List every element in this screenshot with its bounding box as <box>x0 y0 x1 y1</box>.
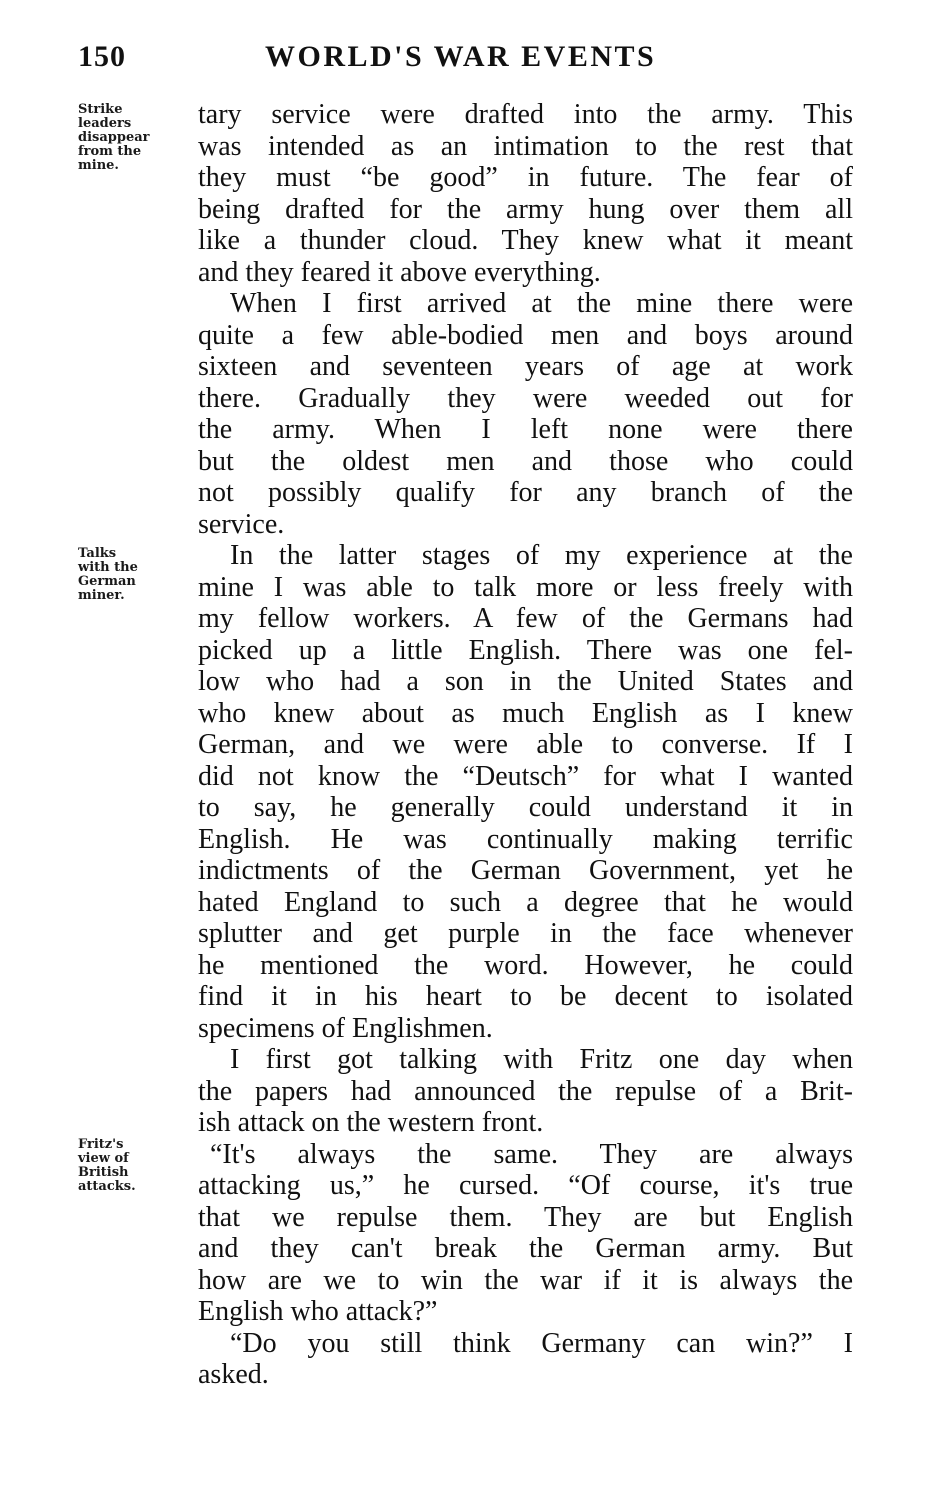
text-line: asked. <box>198 1359 269 1390</box>
text-line: picked up a little English. There was one fel- <box>198 634 853 666</box>
sidenote-line: Talks <box>78 546 117 561</box>
text-line: splutter and get purple in the face whenever <box>198 918 853 949</box>
text-line: sixteen and seventeen years of age at work <box>198 351 853 382</box>
running-title: WORLD'S WAR EVENTS <box>265 40 657 73</box>
sidenote-line: Strike <box>78 102 123 117</box>
sidenote-line: mine. <box>78 158 119 173</box>
paragraph <box>198 1044 853 1139</box>
sidenote-fritz-view <box>78 1138 188 1194</box>
text-line: my fellow workers. A few of the Germans had <box>198 603 853 634</box>
sidenote-line: view of <box>78 1151 129 1166</box>
text-line: service. <box>198 508 285 540</box>
page-number: 150 <box>78 40 126 73</box>
text-line: there. Gradually they were weeded out for <box>198 382 853 414</box>
text-line: the army. When I left none were there <box>198 414 853 445</box>
sidenote-line: miner. <box>78 588 125 603</box>
text-line: and they can't break the German army. But <box>198 1233 853 1264</box>
text-line: hated England to such a degree that he would <box>198 886 853 918</box>
text-line: how are we to win the war if it is always the <box>198 1264 853 1296</box>
text-line: When I first arrived at the mine there were <box>230 288 853 319</box>
sidenote-strike-leaders <box>78 103 188 173</box>
text-line: “Do you still think Germany can win?” I <box>230 1327 853 1359</box>
text-line: low who had a son in the United States and <box>198 666 853 697</box>
sidenote-line: British <box>78 1165 129 1180</box>
sidenote-line: from the <box>78 144 142 159</box>
text-line: find it in his heart to be decent to isolated <box>198 981 853 1012</box>
body-text <box>198 99 853 1391</box>
paragraph <box>198 99 853 288</box>
text-line: the papers had announced the repulse of a Brit- <box>198 1075 853 1107</box>
text-line: but the oldest men and those who could <box>198 445 853 477</box>
text-line: quite a few able-bodied men and boys around <box>198 319 853 351</box>
text-line: who knew about as much English as I knew <box>198 697 853 729</box>
sidenote-line: attacks. <box>78 1179 136 1194</box>
sidenote-line: leaders <box>78 116 132 131</box>
text-line: that we repulse them. They are but English <box>198 1201 853 1233</box>
text-line: ish attack on the western front. <box>198 1107 544 1138</box>
text-line: I first got talking with Fritz one day when <box>230 1044 853 1075</box>
text-line: attacking us,” he cursed. “Of course, it's true <box>198 1170 853 1201</box>
text-line: to say, he generally could understand it in <box>198 792 853 823</box>
text-line: like a thunder cloud. They knew what it meant <box>198 225 853 256</box>
sidenote-talks-with-german-miner <box>78 547 188 603</box>
text-line: indictments of the German Government, yet he <box>198 855 853 886</box>
text-line: they must “be good” in future. The fear of <box>198 162 853 193</box>
text-line: English who attack?” <box>198 1296 438 1327</box>
text-line: In the latter stages of my experience at the <box>230 540 853 571</box>
text-line: he mentioned the word. However, he could <box>198 949 853 981</box>
paragraph <box>198 1139 853 1328</box>
sidenote-line: disappear <box>78 130 150 145</box>
text-line: was intended as an intimation to the rest that <box>198 130 853 162</box>
sidenote-line: with the <box>78 560 138 575</box>
paragraph <box>198 288 853 540</box>
paragraph <box>198 1328 853 1391</box>
text-line: “It's always the same. They are always <box>210 1138 853 1170</box>
text-line: being drafted for the army hung over them all <box>198 193 853 225</box>
text-line: not possibly qualify for any branch of the <box>198 477 853 508</box>
text-line: and they feared it above everything. <box>198 256 601 288</box>
text-line: specimens of Englishmen. <box>198 1012 493 1044</box>
sidenote-line: Fritz's <box>78 1137 124 1152</box>
text-line: German, and we were able to converse. If I <box>198 729 853 760</box>
paragraph <box>198 540 853 1044</box>
text-line: mine I was able to talk more or less freely with <box>198 571 853 603</box>
text-line: tary service were drafted into the army. This <box>198 99 853 130</box>
sidenote-line: German <box>78 574 136 589</box>
text-line: English. He was continually making terrific <box>198 823 853 855</box>
text-line: did not know the “Deutsch” for what I wanted <box>198 760 853 792</box>
